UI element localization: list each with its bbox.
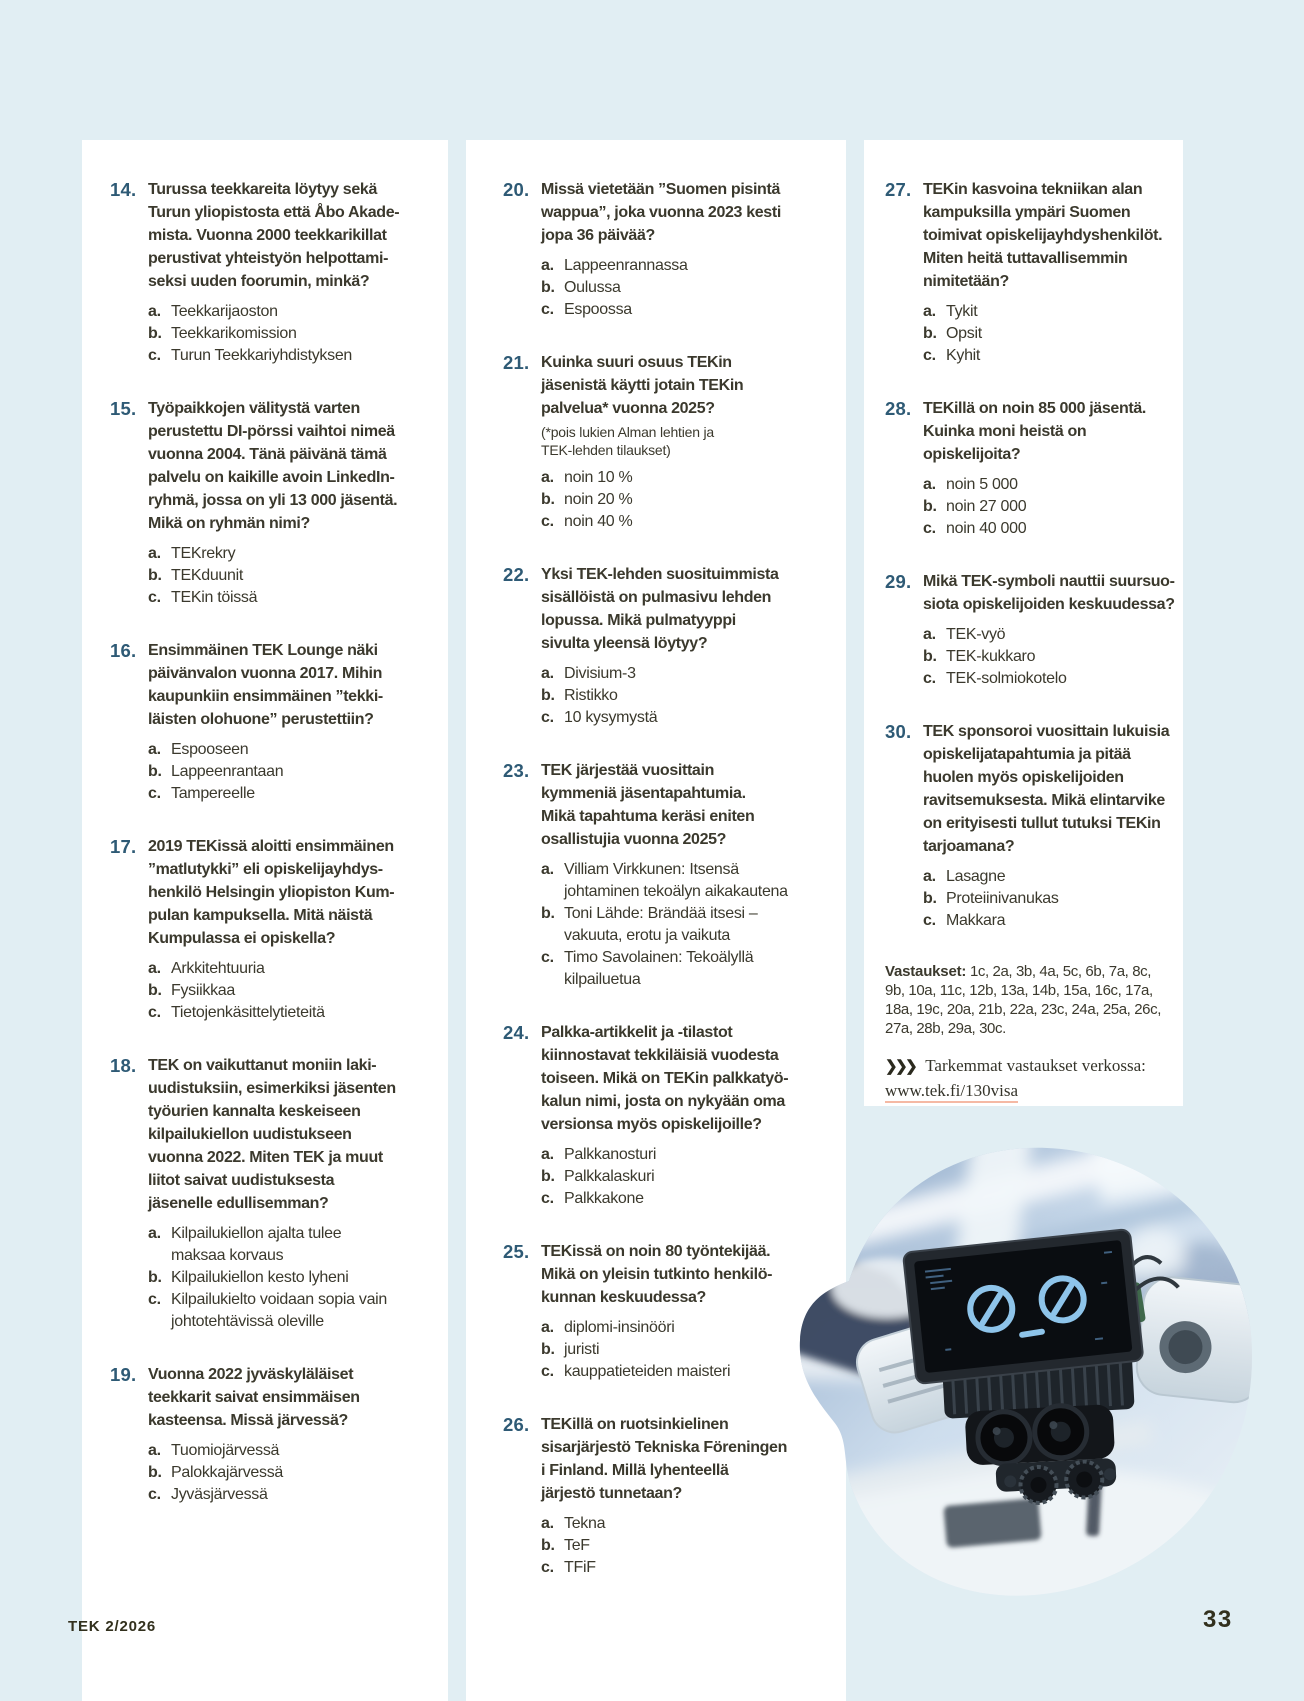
question-list	[503, 178, 816, 1579]
option-text: noin 27 000	[946, 498, 1027, 515]
question-text: TEK sponsoroi vuosittain lukuisia opiskelijatapahtumia ja pitää huolen myös opiskelijoiden ravitsemuksesta. Mikä elintarvike on erityisesti tullut tutuksi TEKin tarjoamana?	[923, 723, 1170, 855]
answer-option	[148, 1002, 428, 1024]
option-letter: c.	[148, 347, 161, 364]
option-text: TEKin töissä	[171, 589, 258, 606]
option-text: Teekkarijaoston	[171, 303, 278, 320]
option-list	[148, 1223, 428, 1333]
option-letter: b.	[148, 763, 162, 780]
answer-option	[148, 761, 428, 783]
answer-option	[148, 543, 428, 565]
answer-option	[541, 511, 816, 533]
answer-option	[148, 1289, 428, 1333]
question-text: TEK järjestää vuosittain kymmeniä jäsentapahtumia. Mikä tapahtuma keräsi eniten osallistujia vuonna 2025?	[541, 762, 755, 848]
answer-option	[148, 1267, 428, 1289]
option-letter: a.	[148, 1225, 161, 1242]
option-list	[541, 255, 816, 321]
option-list	[148, 958, 428, 1024]
option-letter: b.	[541, 905, 555, 922]
answer-option	[923, 345, 1177, 367]
question-list	[885, 178, 1177, 932]
answer-option	[541, 947, 816, 991]
option-letter: c.	[541, 1559, 554, 1576]
answers-text	[885, 962, 1163, 1038]
option-list	[148, 543, 428, 609]
option-list	[541, 1513, 816, 1579]
option-letter: b.	[923, 890, 937, 907]
option-text: noin 40 000	[946, 520, 1027, 537]
answer-option	[541, 1557, 816, 1579]
question-text: Kuinka suuri osuus TEKin jäsenistä käytti jotain TEKin palvelua* vuonna 2025?	[541, 354, 744, 417]
option-list	[541, 1144, 816, 1210]
answer-option	[923, 866, 1177, 888]
option-text: Palkkakone	[564, 1190, 644, 1207]
option-text: Lappeenrannassa	[564, 257, 688, 274]
quiz-question	[110, 178, 428, 367]
answers-values: 1c, 2a, 3b, 4a, 5c, 6b, 7a, 8c, 9b, 10a, 11c, 12b, 13a, 14b, 15a, 16c, 17a, 18a, 19c, 20a, 21b, 22a, 23c, 24a, 25a, 26c, 27a, 28b, 29a, 30c.	[885, 963, 1161, 1037]
option-letter: c.	[148, 1004, 161, 1021]
question-number: 19.	[110, 1364, 137, 1385]
answer-option	[541, 255, 816, 277]
option-list	[541, 467, 816, 533]
question-text: TEKissä on noin 80 työntekijää. Mikä on yleisin tutkinto henkilö- kunnan keskuudessa?	[541, 1243, 773, 1306]
option-letter: c.	[541, 301, 554, 318]
option-list	[148, 739, 428, 805]
option-letter: b.	[148, 982, 162, 999]
option-text: Oulussa	[564, 279, 621, 296]
question-text: TEKillä on ruotsinkielinen sisarjärjestö Tekniska Föreningen i Finland. Millä lyhenteellä järjestö tunnetaan?	[541, 1416, 788, 1502]
quiz-question	[110, 1054, 428, 1333]
option-letter: a.	[541, 1515, 554, 1532]
answer-option	[541, 467, 816, 489]
option-letter: b.	[923, 325, 937, 342]
answer-option	[148, 345, 428, 367]
option-text: Tekna	[564, 1515, 606, 1532]
quiz-column-1	[82, 140, 448, 1701]
option-letter: c.	[923, 347, 936, 364]
option-letter: c.	[148, 1291, 161, 1308]
answer-option	[923, 624, 1177, 646]
question-number: 14.	[110, 179, 137, 200]
option-letter: b.	[923, 648, 937, 665]
quiz-question	[503, 1240, 816, 1383]
option-letter: a.	[541, 469, 554, 486]
question-text: TEKin kasvoina tekniikan alan kampuksilla ympäri Suomen toimivat opiskelijayhdyshenkilöt. Miten heitä tuttavallisemmin nimitetään?	[923, 181, 1163, 290]
question-number: 28.	[885, 398, 912, 419]
option-text: Palkkalaskuri	[564, 1168, 655, 1185]
answer-option	[541, 1188, 816, 1210]
question-text: Vuonna 2022 jyväskyläläiset teekkarit saivat ensimmäisen kasteensa. Missä järvessä?	[148, 1366, 360, 1429]
quiz-question	[110, 835, 428, 1024]
answer-option	[148, 1440, 428, 1462]
option-text: Toni Lähde: Brändää itsesi – vakuuta, erotu ja vaikuta	[564, 905, 758, 944]
option-text: noin 5 000	[946, 476, 1018, 493]
option-list	[923, 474, 1177, 540]
option-text: Lappeenrantaan	[171, 763, 284, 780]
option-letter: b.	[541, 491, 555, 508]
quiz-question	[885, 720, 1177, 932]
answer-option	[923, 910, 1177, 932]
answer-option	[541, 1535, 816, 1557]
option-text: Espooseen	[171, 741, 249, 758]
option-text: TFiF	[564, 1559, 596, 1576]
answer-option	[541, 489, 816, 511]
answer-option	[541, 299, 816, 321]
option-text: Tuomiojärvessä	[171, 1442, 280, 1459]
option-text: Palokkajärvessä	[171, 1464, 284, 1481]
answer-option	[541, 1513, 816, 1535]
question-note: (*pois lukien Alman lehtien ja TEK-lehden tilaukset)	[541, 424, 714, 458]
option-letter: b.	[923, 498, 937, 515]
option-text: Ristikko	[564, 687, 618, 704]
option-text: Palkkanosturi	[564, 1146, 657, 1163]
robot-photo	[795, 1140, 1260, 1615]
option-list	[541, 1317, 816, 1383]
option-text: Kilpailukiellon ajalta tulee maksaa korvaus	[171, 1225, 342, 1264]
question-text: TEK on vaikuttanut moniin laki- uudistuksiin, esimerkiksi jäsenten työurien kannalta keskeiseen kilpailukiellon uudistukseen vuonna 2022. Miten TEK ja muut liitot saivat uudistuksesta jäsenelle edullisemman?	[148, 1057, 396, 1212]
quiz-question	[885, 397, 1177, 540]
question-number: 30.	[885, 721, 912, 742]
quiz-question	[503, 563, 816, 729]
option-text: Tietojenkäsittelytieteitä	[171, 1004, 325, 1021]
answer-option	[148, 301, 428, 323]
quiz-column-2	[466, 140, 846, 1701]
answer-option	[923, 646, 1177, 668]
option-letter: a.	[148, 741, 161, 758]
answer-option	[148, 958, 428, 980]
answer-option	[923, 496, 1177, 518]
question-number: 24.	[503, 1022, 530, 1043]
answer-option	[923, 301, 1177, 323]
question-number: 20.	[503, 179, 530, 200]
question-number: 15.	[110, 398, 137, 419]
question-number: 27.	[885, 179, 912, 200]
answer-option	[541, 277, 816, 299]
option-text: Jyväsjärvessä	[171, 1486, 268, 1503]
quiz-question	[503, 759, 816, 991]
quiz-question	[110, 1363, 428, 1506]
answer-option	[148, 323, 428, 345]
option-letter: b.	[148, 1464, 162, 1481]
option-letter: c.	[923, 520, 936, 537]
option-letter: c.	[541, 949, 554, 966]
answer-option	[541, 685, 816, 707]
option-list	[923, 301, 1177, 367]
question-text: Palkka-artikkelit ja -tilastot kiinnostavat tekkiläisiä vuodesta toiseen. Mikä on TEKin palkkatyö- kalun nimi, josta on nykyään oma versionsa myös opiskelijoille?	[541, 1024, 789, 1133]
answer-option	[541, 903, 816, 947]
question-number: 16.	[110, 640, 137, 661]
answer-option	[148, 980, 428, 1002]
option-text: TEK-vyö	[946, 626, 1006, 643]
answer-option	[541, 859, 816, 903]
option-letter: c.	[148, 785, 161, 802]
quiz-question	[885, 570, 1177, 690]
option-text: noin 20 %	[564, 491, 633, 508]
option-list	[148, 301, 428, 367]
option-letter: a.	[148, 960, 161, 977]
option-text: Opsit	[946, 325, 982, 342]
option-text: Espoossa	[564, 301, 632, 318]
answer-option	[541, 1361, 816, 1383]
question-text: Yksi TEK-lehden suosituimmista sisällöistä on pulmasivu lehden lopussa. Mikä pulmatyyppi sivulta yleensä löytyy?	[541, 566, 779, 652]
answers-label: Vastaukset:	[885, 963, 967, 980]
option-text: kauppatieteiden maisteri	[564, 1363, 731, 1380]
option-text: TeF	[564, 1537, 590, 1554]
option-letter: c.	[923, 912, 936, 929]
answers-online	[885, 1054, 1177, 1103]
answers-online-text: Tarkemmat vastaukset verkossa:	[925, 1056, 1146, 1075]
option-letter: c.	[148, 589, 161, 606]
option-letter: b.	[541, 1168, 555, 1185]
option-text: Kilpailukiellon kesto lyheni	[171, 1269, 349, 1286]
answer-option	[148, 565, 428, 587]
answer-option	[541, 663, 816, 685]
answer-option	[148, 587, 428, 609]
option-letter: a.	[541, 861, 554, 878]
option-text: Timo Savolainen: Tekoälyllä kilpailuetua	[564, 949, 754, 988]
answer-option	[541, 1317, 816, 1339]
option-text: Proteiinivanukas	[946, 890, 1059, 907]
option-letter: a.	[541, 665, 554, 682]
option-text: Villiam Virkkunen: Itsensä johtaminen tekoälyn aikakautena	[564, 861, 788, 900]
option-letter: a.	[148, 303, 161, 320]
answer-option	[923, 668, 1177, 690]
page-number: 33	[1203, 1606, 1233, 1633]
answer-option	[923, 518, 1177, 540]
option-letter: a.	[923, 476, 936, 493]
quiz-column-3	[864, 140, 1183, 1106]
option-letter: a.	[923, 868, 936, 885]
question-list	[110, 178, 428, 1506]
option-text: TEKduunit	[171, 567, 244, 584]
option-list	[541, 663, 816, 729]
option-text: noin 10 %	[564, 469, 633, 486]
option-letter: c.	[541, 1190, 554, 1207]
option-letter: b.	[541, 1341, 555, 1358]
answer-option	[923, 323, 1177, 345]
option-list	[541, 859, 816, 991]
question-number: 23.	[503, 760, 530, 781]
option-text: Teekkarikomission	[171, 325, 297, 342]
option-list	[923, 866, 1177, 932]
option-letter: b.	[541, 279, 555, 296]
answer-option	[541, 1144, 816, 1166]
quiz-question	[110, 397, 428, 609]
option-text: Arkkitehtuuria	[171, 960, 265, 977]
option-text: noin 40 %	[564, 513, 633, 530]
answer-option	[148, 1223, 428, 1267]
question-text: Missä vietetään ”Suomen pisintä wappua”, joka vuonna 2023 kesti jopa 36 päivää?	[541, 181, 781, 244]
option-text: Fysiikkaa	[171, 982, 235, 999]
option-letter: a.	[148, 545, 161, 562]
answer-option	[541, 1166, 816, 1188]
option-letter: c.	[148, 1486, 161, 1503]
option-letter: c.	[541, 709, 554, 726]
option-text: Divisium-3	[564, 665, 636, 682]
option-list	[923, 624, 1177, 690]
question-text: TEKillä on noin 85 000 jäsentä. Kuinka moni heistä on opiskelijoita?	[923, 400, 1147, 463]
option-letter: a.	[541, 257, 554, 274]
option-text: TEK-kukkaro	[946, 648, 1036, 665]
question-number: 22.	[503, 564, 530, 585]
answer-option	[148, 739, 428, 761]
quiz-question	[885, 178, 1177, 367]
answer-option	[148, 783, 428, 805]
quiz-question	[503, 1021, 816, 1210]
option-letter: b.	[541, 687, 555, 704]
option-letter: a.	[541, 1146, 554, 1163]
option-letter: c.	[923, 670, 936, 687]
option-letter: a.	[923, 303, 936, 320]
question-number: 29.	[885, 571, 912, 592]
question-text: Työpaikkojen välitystä varten perustettu DI-pörssi vaihtoi nimeä vuonna 2004. Tänä päivänä tämä palvelu on kaikille avoin LinkedIn- ryhmä, jossa on yli 13 000 jäsentä. Mikä on ryhmän nimi?	[148, 400, 398, 532]
question-number: 25.	[503, 1241, 530, 1262]
quiz-question	[110, 639, 428, 805]
triple-chevron-icon: ❯❯❯	[885, 1058, 916, 1075]
option-letter: b.	[541, 1537, 555, 1554]
question-number: 17.	[110, 836, 137, 857]
option-text: diplomi-insinööri	[564, 1319, 675, 1336]
question-number: 18.	[110, 1055, 137, 1076]
answer-option	[923, 474, 1177, 496]
option-text: 10 kysymystä	[564, 709, 658, 726]
answer-option	[148, 1462, 428, 1484]
quiz-question	[503, 1413, 816, 1579]
question-text: Mikä TEK-symboli nauttii suursuo- siota opiskelijoiden keskuudessa?	[923, 573, 1175, 613]
question-text: Turussa teekkareita löytyy sekä Turun yliopistosta että Åbo Akade- mista. Vuonna 2000 teekkarikillat perustivat yhteistyön helpottami- seksi uuden foorumin, minkä?	[148, 181, 400, 290]
option-letter: c.	[541, 1363, 554, 1380]
answer-option	[148, 1484, 428, 1506]
option-text: Kyhit	[946, 347, 981, 364]
option-text: Turun Teekkariyhdistyksen	[171, 347, 353, 364]
option-letter: a.	[923, 626, 936, 643]
option-letter: c.	[541, 513, 554, 530]
option-letter: a.	[541, 1319, 554, 1336]
quiz-question	[503, 351, 816, 533]
option-text: Kilpailukielto voidaan sopia vain johtotehtävissä oleville	[171, 1291, 388, 1330]
option-letter: a.	[148, 1442, 161, 1459]
option-list	[148, 1440, 428, 1506]
option-letter: b.	[148, 567, 162, 584]
option-text: juristi	[564, 1341, 600, 1358]
answer-option	[923, 888, 1177, 910]
question-number: 26.	[503, 1414, 530, 1435]
magazine-issue-label: TEK 2/2026	[68, 1618, 157, 1635]
answer-option	[541, 707, 816, 729]
question-text: 2019 TEKissä aloitti ensimmäinen ”matlutykki” eli opiskelijayhdys- henkilö Helsingin yliopiston Kum- pulan kampuksella. Mitä näistä Kumpulassa ei opiskella?	[148, 838, 395, 947]
answer-option	[541, 1339, 816, 1361]
option-text: Tykit	[946, 303, 978, 320]
option-text: Makkara	[946, 912, 1006, 929]
option-letter: b.	[148, 1269, 162, 1286]
question-text: Ensimmäinen TEK Lounge näki päivänvalon vuonna 2017. Mihin kaupunkiin ensimmäinen ”tekki- läisten olohuone” perustettiin?	[148, 642, 383, 728]
option-text: Tampereelle	[171, 785, 255, 802]
option-text: Lasagne	[946, 868, 1006, 885]
quiz-question	[503, 178, 816, 321]
answers-link[interactable]: www.tek.fi/130visa	[885, 1081, 1018, 1103]
option-text: TEKrekry	[171, 545, 236, 562]
question-number: 21.	[503, 352, 530, 373]
option-letter: b.	[148, 325, 162, 342]
option-text: TEK-solmiokotelo	[946, 670, 1067, 687]
